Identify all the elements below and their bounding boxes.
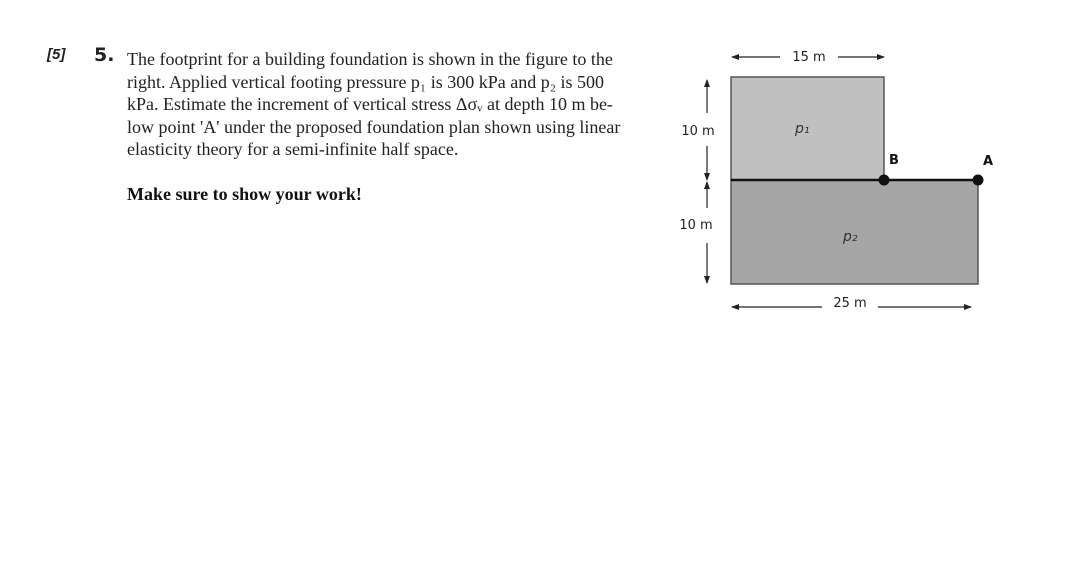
bottom-dimension-label: 25 m	[833, 296, 867, 311]
question-line-2: right. Applied vertical footing pressure p₁ is 300 kPa and p₂ is 500	[127, 71, 604, 92]
question-line-3: kPa. Estimate the increment of vertical stress Δσᵥ at depth 10 m be-	[127, 94, 613, 114]
p1-label: p₁	[795, 121, 810, 137]
left-upper-dimension-label: 10 m	[681, 124, 715, 139]
point-b-label: B	[889, 153, 899, 168]
point-a-marker	[973, 175, 984, 186]
instruction-text: Make sure to show your work!	[127, 184, 362, 204]
question-number: 5.	[94, 44, 115, 66]
p2-label: p₂	[843, 229, 858, 245]
question-line-5: elasticity theory for a semi-infinite half space.	[127, 139, 459, 159]
question-line-1: The footprint for a building foundation is shown in the figure to the	[127, 49, 613, 69]
point-a-label: A	[983, 154, 994, 169]
top-dimension-label: 15 m	[792, 50, 826, 65]
question-marks: [5]	[47, 46, 66, 63]
question-line-4: low point 'A' under the proposed foundation plan shown using linear	[127, 116, 621, 137]
point-b-marker	[879, 175, 890, 186]
left-lower-dimension-label: 10 m	[679, 218, 713, 233]
